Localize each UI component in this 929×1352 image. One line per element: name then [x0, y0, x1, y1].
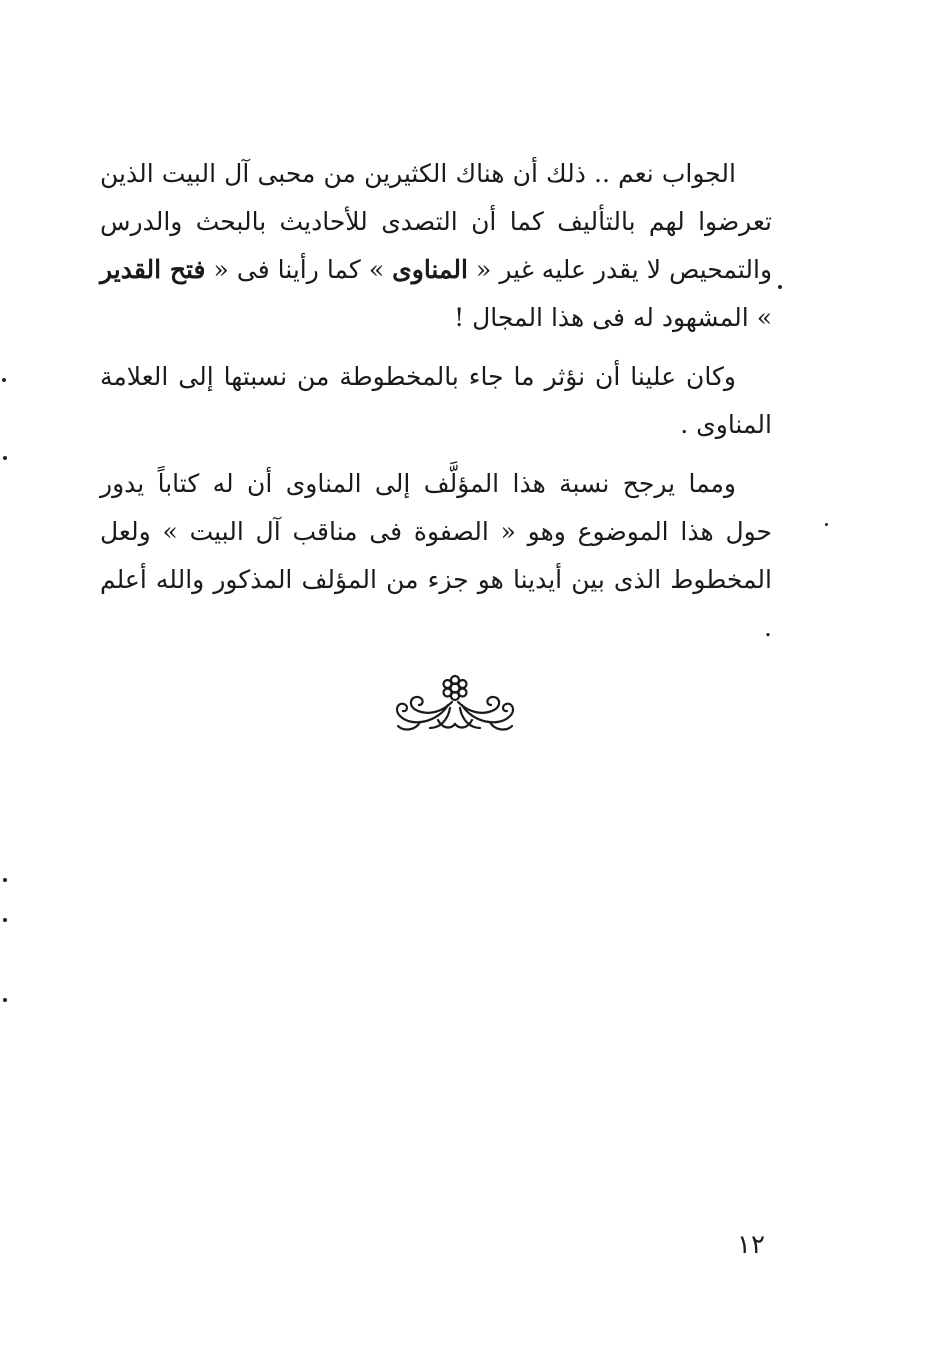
page-number: ١٢ — [737, 1230, 765, 1260]
scan-speck — [825, 523, 828, 526]
paragraph-1 — [100, 150, 772, 342]
scan-speck — [2, 378, 6, 382]
para2-segment-0: وكان علينا أن نؤثر ما جاء بالمخطوطة من نسبتها إلى العلامة المناوى . — [100, 362, 772, 439]
para1-segment-2: » كما رأينا فى « — [205, 255, 393, 284]
term-al-munawi: المناوى — [392, 255, 468, 284]
para1-segment-0: الجواب نعم .. ذلك أن هناك الكثيرين من محبى آل البيت الذين تعرضوا لهم بالتأليف كما أن التصدى للأحاديث بالبحث والدرس والتمحيص لا يقدر عليه غير « — [100, 159, 773, 284]
paragraph-3 — [100, 460, 772, 652]
term-fath-al-qadir: فتح القدير — [100, 255, 206, 284]
scan-speck — [3, 998, 7, 1002]
para1-segment-4: » المشهود له فى هذا المجال ! — [454, 303, 772, 332]
paragraph-2 — [100, 353, 772, 449]
floral-divider-icon — [390, 672, 520, 736]
scan-speck — [3, 918, 7, 922]
scan-speck — [778, 285, 782, 289]
scan-speck — [3, 456, 7, 460]
scan-speck — [3, 878, 7, 882]
para3-segment-0: ومما يرجح نسبة هذا المؤلَّف إلى المناوى أن له كتاباً يدور حول هذا الموضوع وهو « الصفوة فى مناقب آل البيت » ولعل المخطوط الذى بين أيدينا هو جزء من المؤلف المذكور والله أعلم . — [100, 469, 772, 642]
